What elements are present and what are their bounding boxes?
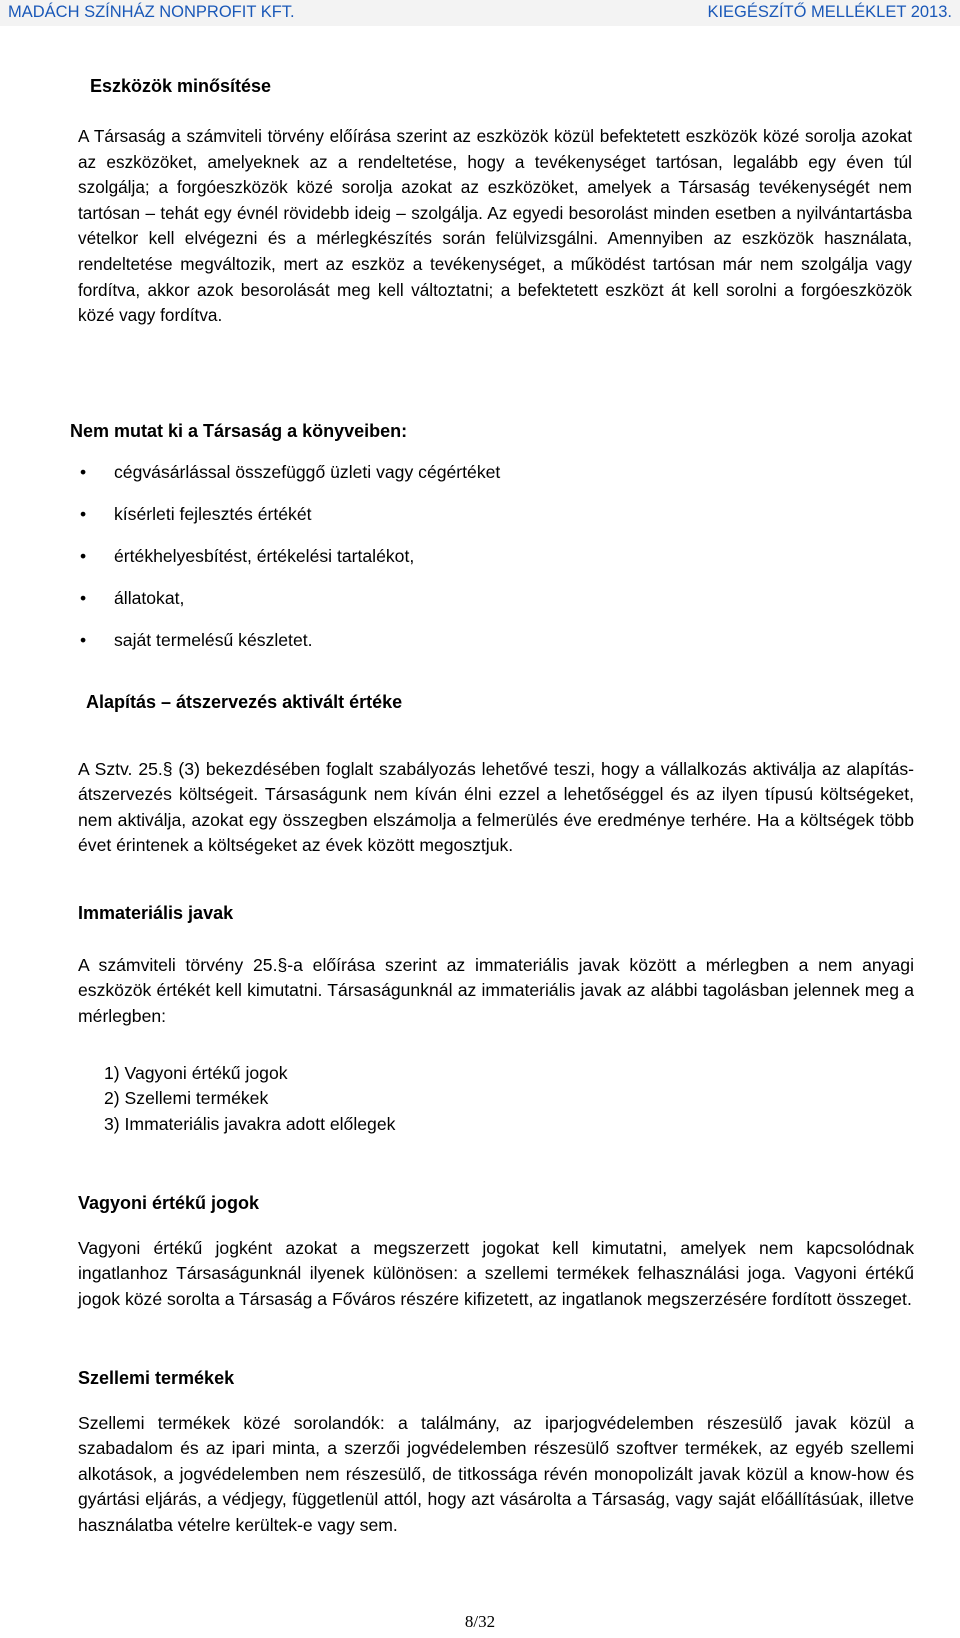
paragraph-vagyoni: Vagyoni értékű jogként azokat a megszerzett jogokat kell kimutatni, amelyek nem kapcsolódnak ingatlanhoz Társaságunknál ilyenek különösen: a szellemi termékek felhasználási joga. Vagyoni értékű jogok közé sorolta a Társaság a Főváros részére kifizetett, az ingatlanok megszerzésére fordított összeget. [78,1238,914,1309]
heading-vagyoni: Vagyoni értékű jogok [78,1193,260,1213]
paragraph-alapitas: A Sztv. 25.§ (3) bekezdésében foglalt szabályozás lehetővé teszi, hogy a vállalkozás aktiválja az alapítás-átszervezés költségeit. Társaságunk nem kíván élni ezzel a lehetőséggel és az ilyen típusú költségeket, nem aktiválja, azokat egy összegben elszámolja a felmerülés éve eredménye terhére. Ha a költségek több évet érintenek a költségeket az évek között megosztjuk. [78,759,914,856]
list-item: 3) Immateriális javakra adott előlegek [104,1113,396,1134]
document-title: KIEGÉSZÍTŐ MELLÉKLET 2013. [707,3,952,21]
page-number: 8/32 [464,1612,496,1631]
heading-szellemi: Szellemi termékek [78,1368,235,1388]
heading-alapitas: Alapítás – átszervezés aktivált értéke [86,692,403,712]
paragraph-szellemi: Szellemi termékek közé sorolandók: a találmány, az iparjogvédelemben részesülő javak közül a szabadalom és az ipari minta, a szerzői jogvédelemben részesülő szoftver termékek, az egyéb szellemi alkotások, a jogvédelemben nem részesülő, de titkossága révén monopolizált javak közül a know-how és gyártási eljárás, a védjegy, függetlenül attól, hogy azt vásárolta a Társaság, vagy saját előállításúak, illetve használatba vételre kerültek-e vagy sem. [78,1413,914,1535]
paragraph-eszkozok-minositese: A Társaság a számviteli törvény előírása szerint az eszközök közül befektetett eszközök közé sorolja azokat az eszközöket, amelyeknek az a rendeltetése, hogy a tevékenységet tartósan, legalább egy éven túl szolgálja; a forgóeszközök közé sorolja azokat az eszközöket, amelyek a Társaság tevékenységét nem tartósan – tehát egy évnél rövidebb ideig – szolgálja. Az egyedi besorolást minden esetben a nyilvántartásba vételkor kell elvégezni és a mérlegkészítés során felülvizsgálni. Amennyiben az eszközök használata, rendeltetése megváltozik, mert az eszköz a tevékenységet, a működést tartósan már nem szolgálja vagy fordítva, akkor azok besorolását meg kell változtatni; a befektetett eszközt át kell sorolni a forgóeszközök közé vagy fordítva. [78,126,912,326]
numbered-list [104,1061,395,1137]
bullet-dot: • [80,546,87,566]
list-item: 1) Vagyoni értékű jogok [104,1063,288,1083]
bullet-dot: • [80,504,87,524]
bullet-dot: • [80,588,87,608]
paragraph-immaterialis: A számviteli törvény 25.§-a előírása szerint az immateriális javak között a mérlegben a nem anyagi eszközök értékét kell kimutatni. Társaságunknál az immateriális javak az alábbi tagolásban jelennek meg a mérlegben: [78,955,914,1026]
heading-eszkozok-minositese: Eszközök minősítése [90,76,272,96]
list-item: 2) Szellemi termékek [104,1088,269,1109]
heading-immaterialis: Immateriális javak [78,903,234,923]
bullet-dot: • [80,630,87,650]
page-header [0,0,960,26]
heading-nem-mutat-ki: Nem mutat ki a Társaság a könyveiben: [70,421,408,441]
company-name: MADÁCH SZÍNHÁZ NONPROFIT KFT. [8,3,295,21]
bullet-dot: • [80,462,87,482]
